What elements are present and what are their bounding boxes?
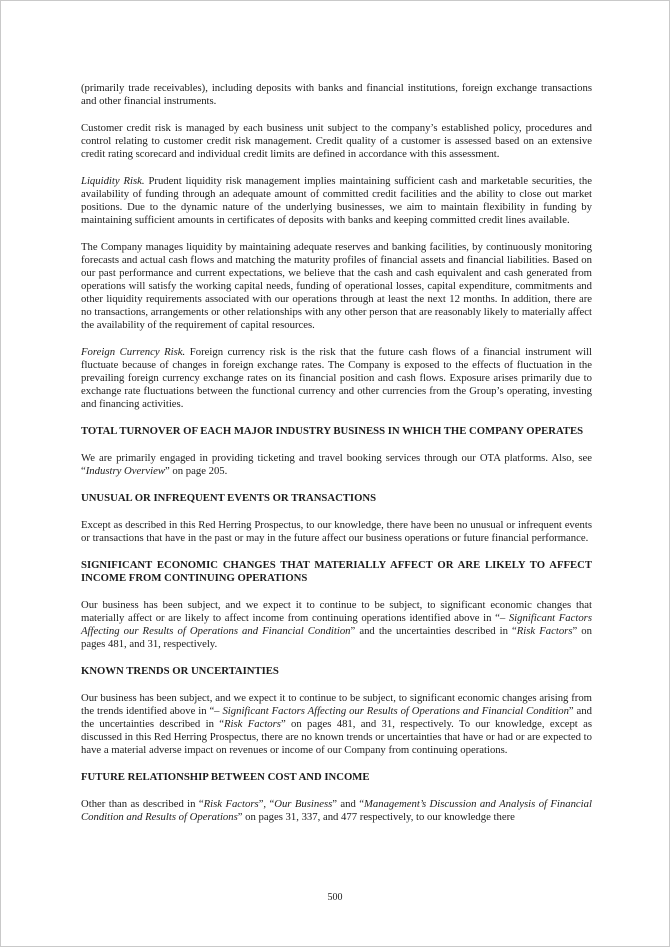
italic-run: Our Business: [274, 798, 333, 810]
text-run: ” and “: [332, 798, 364, 810]
document-body: [81, 82, 592, 838]
body-paragraph: [81, 122, 592, 161]
body-paragraph: [81, 452, 592, 478]
section-heading-future-relationship: FUTURE RELATIONSHIP BETWEEN COST AND INCOME: [81, 771, 370, 783]
section-heading-total-turnover: TOTAL TURNOVER OF EACH MAJOR INDUSTRY BUSINESS IN WHICH THE COMPANY OPERATES: [81, 425, 584, 437]
italic-run: Significant Factors Affecting our Results of Operations and Financial Condition: [81, 612, 593, 637]
text-run: ” on pages 31, 337, and 477 respectively, to our knowledge there: [237, 811, 515, 823]
text-run: ” on page 205.: [165, 465, 228, 477]
italic-run: Significant Factors Affecting our Results of Operations and Financial Condition: [222, 705, 569, 717]
text-run: Other than as described in “: [81, 798, 204, 810]
text-run: Prudent liquidity risk management implies maintaining sufficient cash and marketable securities, the availability of funding through an adequate amount of committed credit facilities and the ability to close out market positions. Due to the dynamic nature of the underlying businesses, we aim to maintain flexibility in funding by maintaining sufficient amounts in certificates of deposits with banks and keeping committed credit lines available.: [81, 175, 592, 226]
text-run: Foreign currency risk is the risk that the future cash flows of a financial instrument will fluctuate because of changes in foreign exchange rates. The Company is exposed to the effects of fluctuation in the prevailing foreign currency exchange rates on its financial position and cash flows. Exposure arises primarily due to exchange rate fluctuations between the functional currency and other currencies from the Group’s operating, investing and financing activities.: [81, 346, 593, 410]
text-run: Customer credit risk is managed by each business unit subject to the company’s established policy, procedures and control relating to customer credit risk management. Credit quality of a customer is assessed based on an extensive credit rating scorecard and individual credit limits are defined in accordance with this assessment.: [81, 122, 592, 160]
text-run: ” and the uncertainties described in “: [350, 625, 517, 637]
italic-run: Risk Factors: [203, 798, 259, 810]
italic-run: Management’s Discussion and Analysis of Financial Condition and Results of Operations: [81, 798, 592, 823]
text-run: The Company manages liquidity by maintaining adequate reserves and banking facilities, by continuously monitoring forecasts and actual cash flows and matching the maturity profiles of financial assets and financial liabilities. Based on our past performance and current expectations, we believe that the cash and cash equivalent and cash generated from operations will satisfy the working capital needs, funding of operational losses, capital expenditure, commitments and other liquidity requirements associated with our operations through at least the next 12 months. In addition, there are no transactions, arrangements or other relationships with any other person that are reasonably likely to materially affect the availability of the requirement of capital resources.: [81, 241, 592, 331]
text-run: Our business has been subject, and we expect it to continue to be subject, to significant economic changes that materially affect or are likely to affect income from continuing operations identified above in “–: [81, 599, 592, 624]
section-heading-known-trends: KNOWN TRENDS OR UNCERTAINTIES: [81, 665, 279, 677]
body-paragraph: [81, 798, 592, 824]
page-number: 500: [327, 892, 343, 903]
italic-run: Risk Factors: [516, 625, 573, 637]
body-paragraph: [81, 82, 592, 108]
italic-run: Risk Factors: [223, 718, 281, 730]
text-run: (primarily trade receivables), including deposits with banks and financial institutions, foreign exchange transactions and other financial instruments.: [81, 82, 592, 107]
text-run: ”, “: [258, 798, 275, 810]
text-run: Except as described in this Red Herring Prospectus, to our knowledge, there have been no unusual or infrequent events or transactions that have in the past or may in the future affect our business operations or future financial performance.: [81, 519, 592, 544]
section-heading-significant-economic-changes: SIGNIFICANT ECONOMIC CHANGES THAT MATERIALLY AFFECT OR ARE LIKELY TO AFFECT INCOME FROM CONTINUING OPERATIONS: [81, 559, 592, 584]
section-heading-unusual-events: UNUSUAL OR INFREQUENT EVENTS OR TRANSACTIONS: [81, 492, 377, 504]
body-paragraph-foreign-currency-risk: [81, 346, 592, 411]
italic-run: Liquidity Risk.: [81, 175, 145, 187]
text-run: ” and the uncertainties described in “: [81, 705, 592, 730]
body-paragraph: [81, 599, 592, 651]
body-paragraph-liquidity-risk: [81, 175, 592, 227]
italic-run: Foreign Currency Risk.: [81, 346, 186, 358]
text-run: ” on pages 481, and 31, respectively. To our knowledge, except as discussed in this Red Herring Prospectus, there are no known trends or uncertainties that have or had or are expected to have a material adverse impact on revenues or income of our Company from continuing operations.: [81, 718, 592, 756]
italic-run: Industry Overview: [85, 465, 165, 477]
body-paragraph: [81, 692, 592, 757]
text-run: ” on pages 481, and 31, respectively.: [81, 625, 592, 650]
text-run: Our business has been subject, and we expect it to continue to be subject, to significant economic changes arising from the trends identified above in “–: [81, 692, 592, 717]
body-paragraph: [81, 519, 592, 545]
text-run: We are primarily engaged in providing ticketing and travel booking services through our OTA platforms. Also, see “: [81, 452, 592, 477]
body-paragraph: [81, 241, 592, 332]
